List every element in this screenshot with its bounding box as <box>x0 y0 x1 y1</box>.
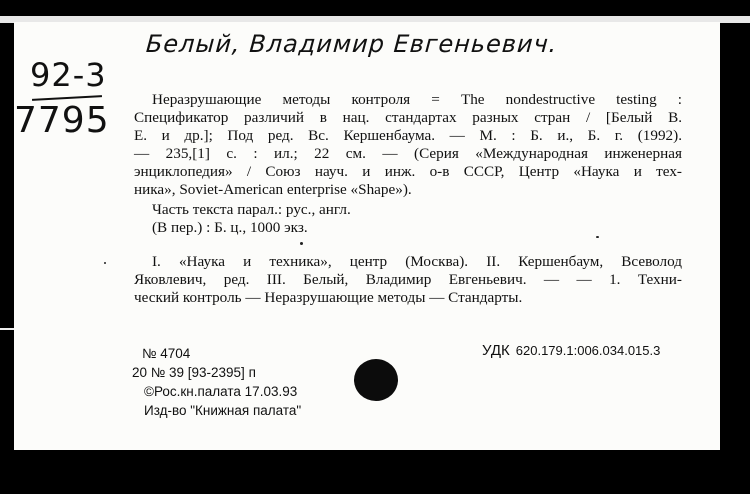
footer-line: 20 № 39 [93-2395] п <box>132 365 256 380</box>
tracings <box>134 253 682 307</box>
udk-label: УДК <box>482 342 510 359</box>
description-line: энциклопедия» / Союз науч. и инж. о-в СССР, Центр «Наука и тех- <box>134 163 682 180</box>
note-line: (В пер.) : Б. ц., 1000 экз. <box>152 219 308 236</box>
handwritten-call-number-bottom: 7795 <box>14 100 110 141</box>
handwritten-author: Белый, Владимир Евгеньевич. <box>145 30 559 58</box>
description-line: Неразрушающие методы контроля = The nondestructive testing : <box>152 91 682 108</box>
card-footer <box>132 344 301 420</box>
ink-speck <box>300 242 303 245</box>
tracing-line: I. «Наука и техника», центр (Москва). II. Кершенбаум, Всеволод <box>152 253 682 270</box>
scan-mark <box>0 328 14 330</box>
tracing-line: Яковлевич, ред. III. Белый, Владимир Евгеньевич. — — 1. Техни- <box>134 271 682 288</box>
tracing-line: ческий контроль — Неразрушающие методы — Стандарты. <box>134 289 523 306</box>
description-line: ника», Soviet-American enterprise «Shape»). <box>134 181 412 198</box>
note-line: Часть текста парал.: рус., англ. <box>152 201 351 218</box>
description-line: Е. и др.]; Под ред. Вс. Кершенбаума. — М. : Б. и., Б. г. (1992). <box>134 127 682 144</box>
footer-line: ©Рос.кн.палата 17.03.93 <box>144 384 298 399</box>
footer-line: Изд-во "Книжная палата" <box>144 403 302 418</box>
ink-speck <box>596 236 599 238</box>
description-line: — 235,[1] с. : ил.; 22 см. — (Серия «Международная инженерная <box>134 145 682 162</box>
description-line: Спецификатор различий в нац. стандартах разных стран / [Белый В. <box>134 109 682 126</box>
footer-line: № 4704 <box>142 346 191 361</box>
udk-value: 620.179.1:006.034.015.3 <box>515 343 661 358</box>
ink-stamp <box>354 359 398 401</box>
udk-classification <box>482 342 660 360</box>
notes <box>134 201 351 237</box>
ink-speck <box>104 262 106 264</box>
handwritten-call-number-top: 92-3 <box>30 56 107 94</box>
bibliographic-description <box>134 91 682 199</box>
